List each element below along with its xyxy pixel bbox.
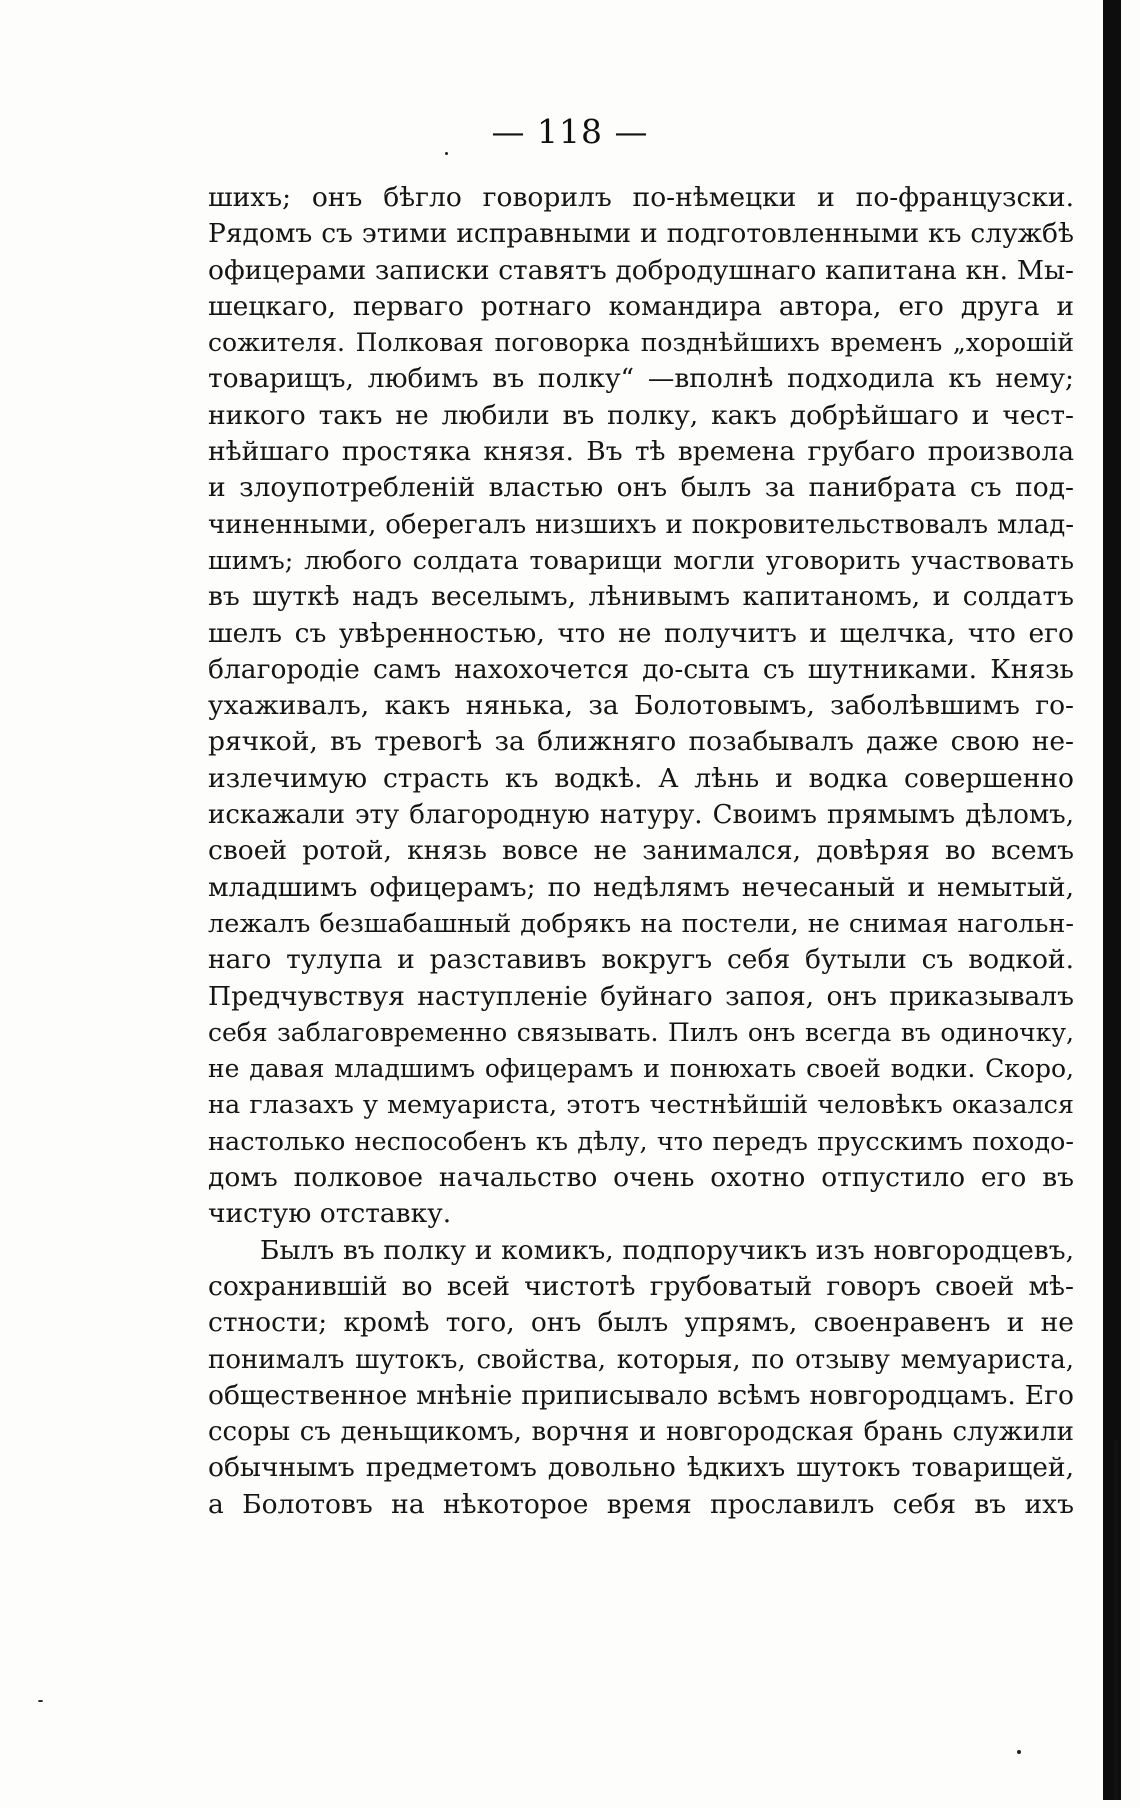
text-line: младшимъ офицерамъ; по недѣлямъ нечесаный и немытый, bbox=[208, 871, 1074, 903]
text-line: нѣйшаго простяка князя. Въ тѣ времена грубаго произвола bbox=[208, 436, 1074, 468]
text-line: настолько неспособенъ къ дѣлу, что передъ прусскимъ походо- bbox=[208, 1126, 1074, 1157]
text-line: общественное мнѣніе приписывало всѣмъ новгородцамъ. Его bbox=[208, 1379, 1074, 1411]
text-line: ухаживалъ, какъ нянька, за Болотовымъ, заболѣвшимъ го- bbox=[208, 690, 1074, 722]
text-line: себя заблаговременно связывать. Пилъ онъ всегда въ одиночку, bbox=[208, 1017, 1074, 1047]
text-line: излечимую страсть къ водкѣ. А лѣнь и водка совершенно bbox=[208, 762, 1074, 794]
text-line: офицерами записки ставятъ добродушнаго капитана кн. Мы- bbox=[208, 254, 1074, 286]
page-edge-line bbox=[1114, 1440, 1118, 1800]
text-line: сохранившій во всей чистотѣ грубоватый говоръ своей мѣ- bbox=[208, 1270, 1074, 1302]
text-line: чистую отставку. bbox=[208, 1198, 452, 1230]
scan-speck bbox=[1017, 1750, 1021, 1754]
paragraph-2 bbox=[208, 1233, 1074, 1523]
body-text bbox=[208, 180, 1074, 1523]
text-line: лежалъ безшабашный добрякъ на постели, не снимая нагольн- bbox=[208, 908, 1074, 939]
text-line: шихъ; онъ бѣгло говорилъ по-нѣмецки и по-французски. bbox=[208, 182, 1074, 213]
page-number: — 118 — bbox=[491, 112, 649, 151]
text-line: благородіе самъ нахохочется до-сыта съ шутниками. Князь bbox=[208, 653, 1074, 685]
text-line: Предчувствуя наступленіе буйнаго запоя, онъ приказывалъ bbox=[208, 980, 1074, 1012]
text-line: на глазахъ у мемуариста, этотъ честнѣйшій человѣкъ оказался bbox=[208, 1090, 1074, 1121]
text-line: въ шуткѣ надъ веселымъ, лѣнивымъ капитаномъ, и солдатъ bbox=[208, 581, 1074, 613]
text-line: и злоупотребленій властью онъ былъ за панибрата съ под- bbox=[208, 472, 1074, 504]
text-line: наго тулупа и разставивъ вокругъ себя бутыли съ водкой. bbox=[208, 944, 1074, 976]
text-line: домъ полковое начальство очень охотно отпустило его въ bbox=[208, 1162, 1074, 1194]
text-line: искажали эту благородную натуру. Своимъ прямымъ дѣломъ, bbox=[208, 800, 1074, 831]
text-line: чиненными, оберегалъ низшихъ и покровительствовалъ млад- bbox=[208, 509, 1074, 540]
text-line: Рядомъ съ этими исправными и подготовленными къ службѣ bbox=[208, 218, 1074, 250]
text-line: обычнымъ предметомъ довольно ѣдкихъ шутокъ товарищей, bbox=[208, 1452, 1074, 1484]
text-line: ссоры съ деньщикомъ, ворчня и новгородская брань служили bbox=[208, 1417, 1074, 1448]
paragraph-1 bbox=[208, 180, 1074, 1233]
text-line: своей ротой, князь вовсе не занимался, довѣряя во всемъ bbox=[208, 835, 1074, 867]
text-line: рячкой, въ тревогѣ за ближняго позабывалъ даже свою не- bbox=[208, 726, 1074, 758]
scan-speck bbox=[445, 152, 448, 155]
text-line: сожителя. Полковая поговорка позднѣйшихъ временъ „хорошій bbox=[208, 328, 1074, 358]
text-line: а Болотовъ на нѣкоторое время прославилъ себя въ ихъ bbox=[208, 1488, 1074, 1520]
text-line: понималъ шутокъ, свойства, которыя, по отзыву мемуариста, bbox=[208, 1344, 1074, 1375]
text-line: шимъ; любого солдата товарищи могли уговорить участвовать bbox=[208, 545, 1074, 576]
text-line: никого такъ не любили въ полку, какъ добрѣйшаго и чест- bbox=[208, 399, 1074, 431]
scan-speck bbox=[38, 1700, 43, 1702]
text-line: товарищъ, любимъ въ полку“ —вполнѣ подходила къ нему; bbox=[208, 363, 1074, 395]
text-line: шелъ съ увѣренностью, что не получитъ и щелчка, что его bbox=[208, 617, 1074, 649]
page-edge-shadow bbox=[1103, 0, 1121, 1800]
text-line: не давая младшимъ офицерамъ и понюхать своей водки. Скоро, bbox=[208, 1054, 1074, 1084]
text-line: шецкаго, перваго ротнаго командира автора, его друга и bbox=[208, 290, 1074, 322]
text-line: Былъ въ полку и комикъ, подпоручикъ изъ новгородцевъ, bbox=[260, 1234, 1074, 1266]
text-line: стности; кромѣ того, онъ былъ упрямъ, своенравенъ и не bbox=[208, 1307, 1074, 1339]
